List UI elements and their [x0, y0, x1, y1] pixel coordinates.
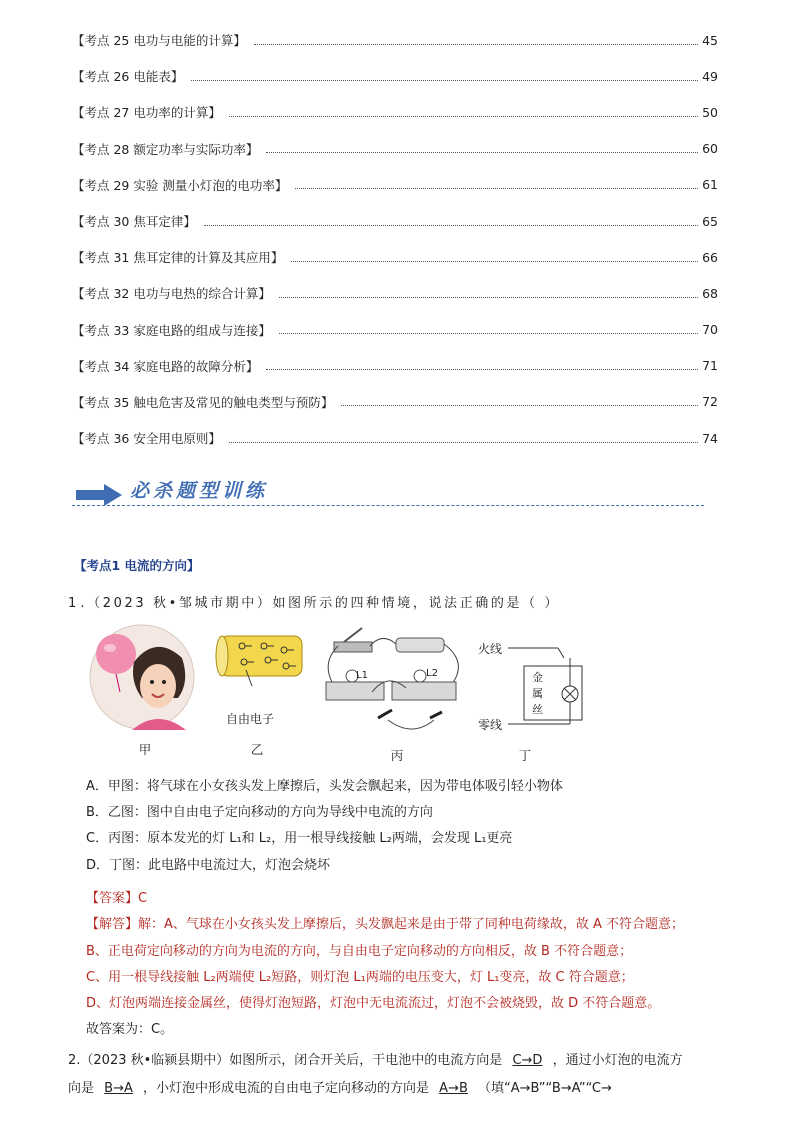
neutral-wire-label: 零线: [478, 718, 503, 732]
figure-caption-yi: 乙: [250, 742, 264, 757]
divider: [72, 505, 704, 506]
banner-title: 必杀题型训练: [130, 480, 269, 502]
figure-caption-jia: 甲: [138, 742, 152, 757]
toc-entry[interactable]: 【考点 35 触电危害及常见的触电类型与预防】 72: [72, 394, 718, 410]
option-a[interactable]: A．甲图：将气球在小女孩头发上摩擦后，头发会飘起来，因为带电体吸引轻小物体: [86, 779, 563, 794]
metal-wire-label: 金 属 丝: [532, 671, 543, 716]
answer-options: [86, 774, 563, 879]
analysis-line: C、用一根导线接触 L₂两端使 L₂短路，则灯泡 L₁两端的电压变大，灯 L₁变亮，故 C 符合题意；: [86, 969, 634, 985]
question-stem: .（2023 秋•邹城市期中）如图所示的四种情境，说法正确的是（ ）: [80, 596, 560, 611]
section-banner: [72, 476, 704, 510]
toc-entry[interactable]: 【考点 36 安全用电原则】 74: [72, 430, 718, 447]
free-electron-label: 自由电子: [226, 712, 275, 726]
q2-tail: （填“A→B”“B→A”“C→: [478, 1081, 612, 1096]
wire-electrons-figure: [212, 630, 312, 700]
q2-blank-3[interactable]: A→B: [439, 1081, 468, 1096]
figure-caption-bing: 丙: [390, 748, 404, 763]
analysis-line: 【解答】解：A、气球在小女孩头发上摩擦后，头发飘起来是由于带了同种电荷缘故，故 A 不符合题意；: [86, 917, 685, 933]
section-title: 【考点1 电流的方向】: [74, 558, 200, 573]
conclusion: 故答案为：C。: [86, 1022, 174, 1038]
question-figures: [86, 622, 626, 762]
analysis-line: D、灯泡两端连接金属丝，使得灯泡短路，灯泡中无电流流过，灯泡不会被烧毁，故 D 不符合题意。: [86, 996, 661, 1012]
q2-mid-2: ，小灯泡中形成电流的自由电子定向移动的方向是: [143, 1081, 430, 1096]
figure-caption-ding: 丁: [518, 748, 532, 763]
toc-entry[interactable]: 【考点 26 电能表】 49: [72, 68, 718, 85]
option-b[interactable]: B．乙图：图中自由电子定向移动的方向为导线中电流的方向: [86, 805, 433, 821]
live-wire-label: 火线: [478, 642, 503, 656]
lamp-l2-label: L2: [426, 668, 438, 679]
toc-entry[interactable]: 【考点 30 焦耳定律】 65: [72, 213, 718, 230]
question-2: [68, 1047, 730, 1103]
arrow-right-icon: [76, 484, 122, 506]
answer-analysis: [86, 886, 746, 1044]
table-of-contents: [72, 22, 718, 456]
q2-blank-2[interactable]: B→A: [104, 1081, 133, 1096]
toc-entry[interactable]: 【考点 27 电功率的计算】 50: [72, 104, 718, 121]
q2-line2-start: 向是: [68, 1081, 95, 1096]
toc-entry[interactable]: 【考点 29 实验 测量小灯泡的电功率】 61: [72, 177, 718, 193]
toc-entry[interactable]: 【考点 32 电功与电热的综合计算】 68: [72, 285, 718, 302]
q2-mid-1: ，通过小灯泡的电流方: [552, 1053, 683, 1068]
lamp-l1-label: L1: [356, 670, 368, 681]
lamp-circuit-figure: [322, 622, 472, 738]
toc-entry[interactable]: 【考点 25 电功与电能的计算】 45: [72, 32, 718, 49]
toc-entry[interactable]: 【考点 33 家庭电路的组成与连接】 70: [72, 322, 718, 338]
option-c[interactable]: C．丙图：原本发光的灯 L₁和 L₂，用一根导线接触 L₂两端，会发现 L₁更亮: [86, 831, 513, 847]
question-number: 1: [68, 596, 77, 611]
q2-prefix: 2.（2023 秋•临颍县期中）如图所示，闭合开关后，干电池中的电流方向是: [68, 1053, 503, 1068]
toc-entry[interactable]: 【考点 31 焦耳定律的计算及其应用】 66: [72, 249, 718, 266]
answer-label: 【答案】C: [86, 891, 148, 906]
option-d[interactable]: D．丁图：此电路中电流过大，灯泡会烧坏: [86, 857, 331, 873]
girl-balloon-figure: [86, 622, 198, 732]
toc-entry[interactable]: 【考点 28 额定功率与实际功率】 60: [72, 141, 718, 157]
analysis-line: B、正电荷定向移动的方向为电流的方向，与自由电子定向移动的方向相反，故 B 不符合题意；: [86, 943, 633, 959]
toc-entry[interactable]: 【考点 34 家庭电路的故障分析】 71: [72, 358, 718, 374]
question-1: [68, 592, 728, 611]
q2-blank-1[interactable]: C→D: [512, 1053, 543, 1068]
